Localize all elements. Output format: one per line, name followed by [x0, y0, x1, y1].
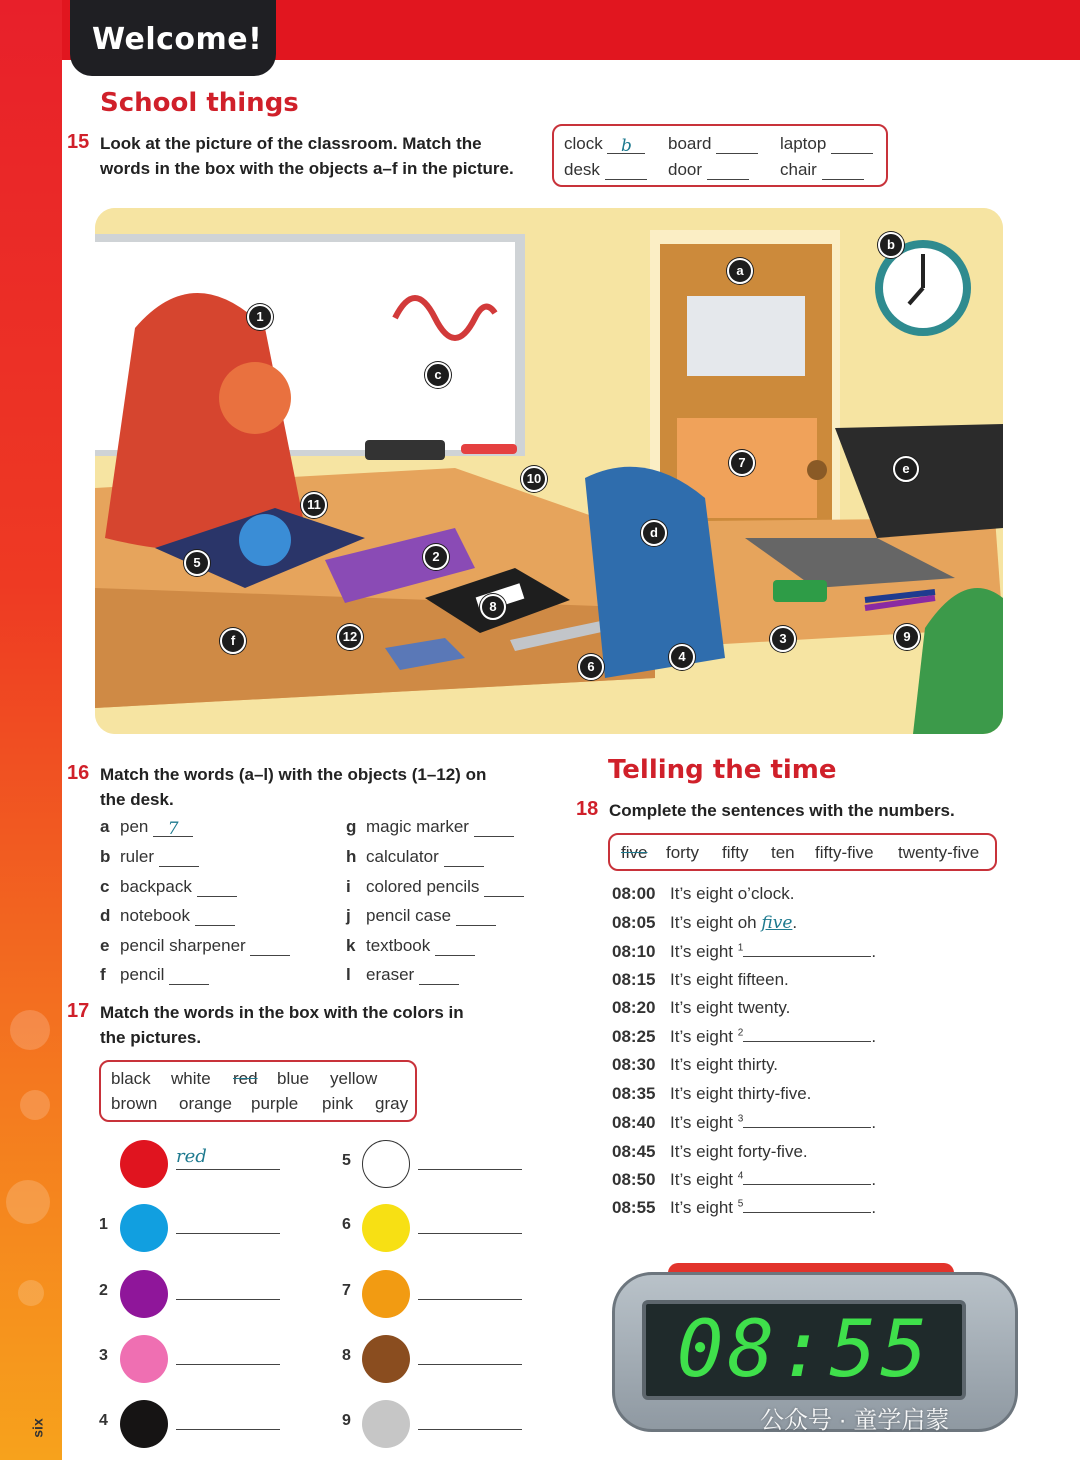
exercise-15-word-box	[552, 124, 888, 187]
answer-blank[interactable]	[418, 1210, 522, 1234]
section-title-telling-time: Telling the time	[608, 755, 837, 785]
list-item: i colored pencils	[346, 877, 524, 897]
word-desk: desk	[564, 160, 647, 180]
answer-blank[interactable]	[484, 879, 524, 897]
answer-blank[interactable]	[605, 162, 647, 180]
color-swatch-6	[362, 1204, 410, 1252]
color-swatch-9	[362, 1400, 410, 1448]
exercise-18-instruction: Complete the sentences with the numbers.	[609, 801, 955, 820]
swatch-number: 5	[342, 1152, 351, 1169]
list-item: f pencil	[100, 965, 209, 985]
color-word: yellow	[330, 1069, 378, 1088]
time-sentence-row: 08:25 It’s eight $^2$ .	[612, 1027, 877, 1046]
watermark: 公众号 · 童学启蒙	[760, 1407, 950, 1434]
answer-blank[interactable]	[419, 967, 459, 985]
exercise-15-instruction: Look at the picture of the classroom. Match the words in the box with the objects a–f in the picture.	[100, 134, 514, 178]
word-door: door	[668, 160, 749, 180]
color-swatch-1	[120, 1204, 168, 1252]
answer-blank[interactable]	[456, 908, 496, 926]
color-swatch-example	[120, 1140, 168, 1188]
swatch-number: 7	[342, 1282, 351, 1299]
time-sentence-row: 08:10 It’s eight $^1$ .	[612, 942, 877, 961]
time-sentence-row: 08:30 It’s eight thirty.	[612, 1055, 779, 1074]
exercise-16-instruction: Match the words (a–l) with the objects (1–12) on the desk.	[100, 765, 487, 809]
marker-7: 7	[729, 450, 755, 476]
list-item: j pencil case	[346, 906, 496, 926]
answer-blank[interactable]	[831, 136, 873, 154]
answer-blank[interactable]	[743, 943, 871, 957]
swatch-number: 4	[99, 1412, 108, 1429]
time-sentence-row: 08:00 It’s eight o’clock.	[612, 884, 795, 903]
answer-blank[interactable]	[716, 136, 758, 154]
answer-blank[interactable]	[418, 1146, 522, 1170]
swatch-number: 8	[342, 1347, 351, 1364]
answer-blank[interactable]	[444, 849, 484, 867]
exercise-17-instruction: Match the words in the box with the colors in the pictures.	[100, 1003, 464, 1047]
color-word: gray	[375, 1094, 409, 1113]
welcome-tab: Welcome!	[70, 0, 276, 76]
marker-5: 5	[184, 550, 210, 576]
color-word: black	[111, 1069, 151, 1088]
answer-blank[interactable]	[176, 1276, 280, 1300]
exercise-number-17: 17	[67, 1000, 90, 1022]
answer-blank[interactable]	[822, 162, 864, 180]
marker-e: e	[893, 456, 919, 482]
exercise-18-word-box	[608, 833, 997, 871]
marker-1: 1	[247, 304, 273, 330]
list-item: e pencil sharpener	[100, 936, 290, 956]
answer-blank[interactable]	[743, 1171, 871, 1185]
time-sentence-row: 08:55 It’s eight $^5$ .	[612, 1198, 877, 1217]
marker-3: 3	[770, 626, 796, 652]
color-swatch-8	[362, 1335, 410, 1383]
swatch-number: 1	[99, 1216, 108, 1233]
number-word: ten	[771, 843, 795, 862]
list-item: b ruler	[100, 847, 199, 867]
time-sentence-row: 08:40 It’s eight $^3$ .	[612, 1113, 877, 1132]
answer-blank[interactable]	[169, 967, 209, 985]
color-swatch-7	[362, 1270, 410, 1318]
number-word: twenty-five	[898, 843, 980, 862]
answer-blank[interactable]	[743, 1114, 871, 1128]
list-item: a pen 7	[100, 817, 193, 837]
word-laptop: laptop	[780, 134, 873, 154]
answer-blank[interactable]	[743, 1199, 871, 1213]
marker-10: 10	[521, 466, 547, 492]
word-board: board	[668, 134, 758, 154]
color-swatch-3	[120, 1335, 168, 1383]
color-word: orange	[179, 1094, 232, 1113]
answer-blank[interactable]	[176, 1341, 280, 1365]
swatch-number: 6	[342, 1216, 351, 1233]
answer-blank[interactable]	[743, 1028, 871, 1042]
number-word: fifty	[722, 843, 749, 862]
list-item: k textbook	[346, 936, 475, 956]
color-word: brown	[111, 1094, 158, 1113]
answer-blank[interactable]: 7	[153, 819, 193, 837]
exercise-number-15: 15	[67, 131, 90, 153]
classroom-drawing	[95, 208, 1003, 734]
marker-2: 2	[423, 544, 449, 570]
exercise-number-16: 16	[67, 762, 90, 784]
marker-a: a	[727, 258, 753, 284]
answer-blank[interactable]	[707, 162, 749, 180]
marker-f: f	[220, 628, 246, 654]
marker-4: 4	[669, 644, 695, 670]
list-item: h calculator	[346, 847, 484, 867]
answer-blank[interactable]	[250, 938, 290, 956]
list-item: d notebook	[100, 906, 235, 926]
swatch-number: 2	[99, 1282, 108, 1299]
page-number: six	[29, 1418, 46, 1438]
color-word: purple	[251, 1094, 299, 1113]
word-clock: clock b	[564, 134, 645, 154]
marker-b: b	[878, 232, 904, 258]
list-item: l eraser	[346, 965, 459, 985]
left-color-band	[0, 0, 62, 1460]
time-sentence-row: 08:15 It’s eight fifteen.	[612, 970, 789, 989]
answer-blank[interactable]	[176, 1406, 280, 1430]
clock-display: 08:55	[676, 1305, 932, 1395]
time-sentence-row: 08:05 It’s eight oh five.	[612, 913, 798, 933]
color-word: blue	[277, 1069, 310, 1088]
time-sentence-row: 08:35 It’s eight thirty-five.	[612, 1084, 812, 1103]
color-word: white	[171, 1069, 211, 1088]
list-item: g magic marker	[346, 817, 514, 837]
color-word: pink	[322, 1094, 354, 1113]
marker-6: 6	[578, 654, 604, 680]
answer-blank[interactable]: five	[761, 913, 793, 933]
marker-9: 9	[894, 624, 920, 650]
marker-11: 11	[301, 492, 327, 518]
classroom-illustration	[95, 208, 1003, 734]
number-word-used: five	[621, 843, 648, 862]
answer-blank[interactable]	[418, 1276, 522, 1300]
word-chair: chair	[780, 160, 864, 180]
answer-blank[interactable]	[435, 938, 475, 956]
list-item: c backpack	[100, 877, 237, 897]
swatch-number: 3	[99, 1347, 108, 1364]
number-word: fifty-five	[815, 843, 874, 862]
answer-blank[interactable]	[159, 849, 199, 867]
swatch-number: 9	[342, 1412, 351, 1429]
color-swatch-4	[120, 1400, 168, 1448]
marker-8: 8	[480, 594, 506, 620]
time-sentence-row: 08:45 It’s eight forty-five.	[612, 1142, 808, 1161]
answer-blank[interactable]	[474, 819, 514, 837]
exercise-17-word-box	[99, 1060, 417, 1122]
color-swatch-5	[362, 1140, 410, 1188]
color-swatch-2	[120, 1270, 168, 1318]
answer-blank[interactable]	[197, 879, 237, 897]
answer-blank[interactable]	[418, 1341, 522, 1365]
answer-blank[interactable]	[418, 1406, 522, 1430]
answer-blank[interactable]: red	[176, 1146, 280, 1170]
answer-blank[interactable]: b	[607, 136, 645, 154]
time-sentence-row: 08:20 It’s eight twenty.	[612, 998, 791, 1017]
number-word: forty	[666, 843, 700, 862]
exercise-number-18: 18	[576, 798, 599, 820]
marker-12: 12	[337, 624, 363, 650]
answer-blank[interactable]	[176, 1210, 280, 1234]
marker-d: d	[641, 520, 667, 546]
section-title-school-things: School things	[100, 88, 299, 118]
color-word-used: red	[233, 1069, 258, 1088]
marker-c: c	[425, 362, 451, 388]
time-sentence-row: 08:50 It’s eight $^4$ .	[612, 1170, 877, 1189]
answer-blank[interactable]	[195, 908, 235, 926]
